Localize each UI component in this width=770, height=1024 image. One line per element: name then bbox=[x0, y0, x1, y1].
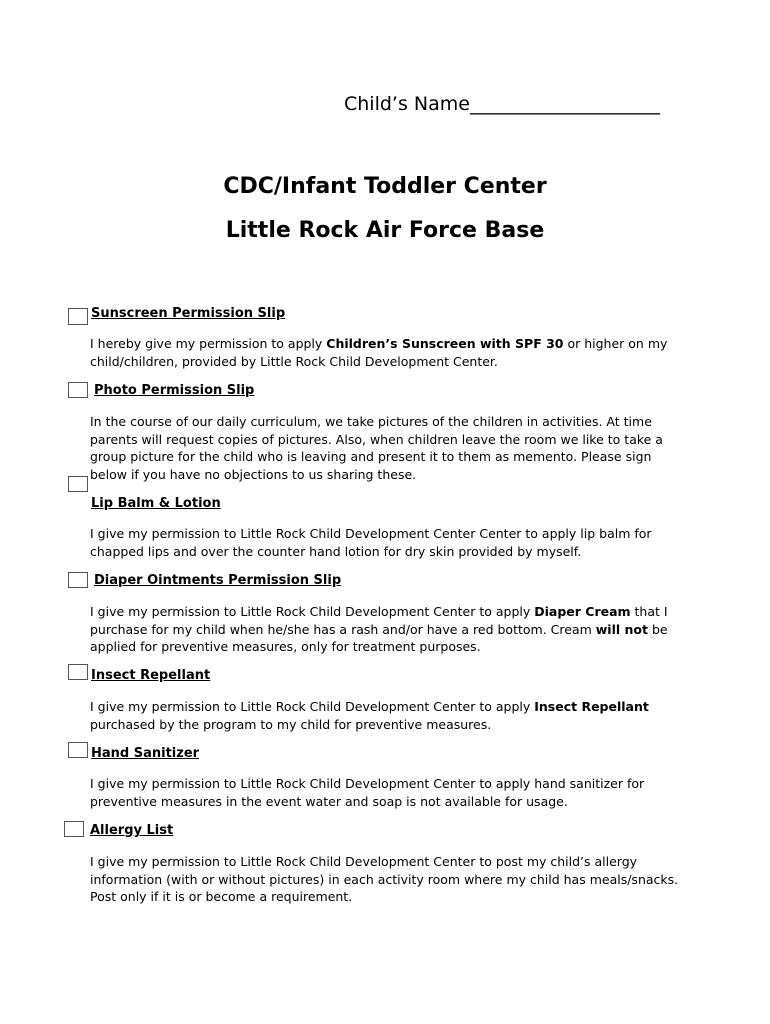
photo-heading: Photo Permission Slip bbox=[94, 383, 255, 398]
photo-text bbox=[90, 413, 680, 483]
text-run: be applied for preventive measures, only for treatment purposes. bbox=[90, 621, 668, 654]
allergy-text bbox=[90, 853, 680, 906]
insect-checkbox[interactable] bbox=[68, 664, 88, 680]
diaper-text bbox=[90, 603, 680, 656]
sunscreen-heading: Sunscreen Permission Slip bbox=[91, 306, 286, 321]
text-run: I give my permission to Little Rock Child Development Center Center to apply lip balm for chapped lips and over the counter hand lotion for dry skin provided by myself. bbox=[90, 526, 652, 559]
lip-balm-checkbox[interactable] bbox=[68, 476, 88, 492]
child-name-blank[interactable]: ____________________ bbox=[469, 93, 660, 115]
child-name-label: Child’s Name bbox=[344, 93, 470, 115]
allergy-heading: Allergy List bbox=[90, 823, 174, 838]
hand-sanitizer-text bbox=[90, 775, 680, 810]
text-run: purchased by the program to my child for preventive measures. bbox=[90, 716, 492, 732]
emphasis-text: Insect Repellant bbox=[534, 699, 649, 714]
text-run: that I purchase for my child when he/she has a rash and/or have a red bottom. Cream bbox=[90, 604, 668, 637]
diaper-checkbox[interactable] bbox=[68, 572, 88, 588]
diaper-heading: Diaper Ointments Permission Slip bbox=[94, 573, 342, 588]
text-run: I give my permission to Little Rock Child Development Center to apply bbox=[90, 699, 535, 714]
text-run: I give my permission to Little Rock Child Development Center to apply bbox=[90, 604, 535, 619]
hand-sanitizer-heading: Hand Sanitizer bbox=[91, 746, 200, 761]
hand-sanitizer-checkbox[interactable] bbox=[68, 742, 88, 758]
lip-balm-text bbox=[90, 525, 680, 560]
emphasis-text: Diaper Cream bbox=[534, 604, 631, 619]
emphasis-text: Children’s Sunscreen with SPF 30 bbox=[326, 336, 564, 351]
insect-text bbox=[90, 698, 680, 733]
text-run: In the course of our daily curriculum, we take pictures of the children in activities. At time parents will request copies of pictures. Also, when children leave the room we like to take a group picture for the child who is leaving and present it to them as memento. Please sign below if you have no objections to us sharing these. bbox=[90, 414, 663, 482]
insect-heading: Insect Repellant bbox=[91, 668, 211, 683]
photo-checkbox[interactable] bbox=[68, 382, 88, 398]
child-name-line bbox=[344, 93, 660, 115]
text-run: I give my permission to Little Rock Child Development Center to post my child’s allergy information (with or without pictures) in each activity room where my child has meals/snacks. Post only if it is or become a requirement. bbox=[90, 854, 679, 904]
sunscreen-checkbox[interactable] bbox=[68, 308, 88, 325]
sunscreen-text bbox=[90, 335, 680, 370]
title-line-2: Little Rock Air Force Base bbox=[225, 218, 545, 243]
emphasis-text: will not bbox=[595, 621, 648, 637]
allergy-checkbox[interactable] bbox=[64, 821, 84, 837]
text-run: I hereby give my permission to apply bbox=[90, 336, 327, 351]
lip-balm-heading: Lip Balm & Lotion bbox=[91, 496, 221, 511]
text-run: I give my permission to Little Rock Child Development Center to apply hand sanitizer for preventive measures in the event water and soap is not available for usage. bbox=[90, 776, 645, 809]
title-line-1: CDC/Infant Toddler Center bbox=[223, 174, 547, 199]
text-run: or higher on my child/children, provided by Little Rock Child Development Center. bbox=[90, 336, 668, 369]
